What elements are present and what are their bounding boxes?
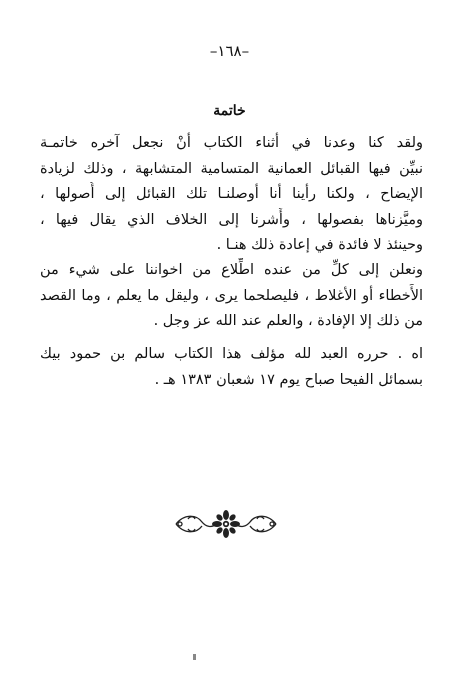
- text-line: اه . حرره العبد لله مؤلف هذا الكتاب سالم بن حمود بيك: [40, 346, 423, 362]
- text-line: الإيضاح ، ولكنا رأينا أنا أوصلنـا تلك القبائل إلى أُصولها ،: [40, 186, 423, 202]
- text-line: نبيِّن فيها القبائل العمانية المتسامية المتشابهة ، وذلك لزيادة: [40, 160, 423, 177]
- text-line: بسمائل الفيحا صباح يوم ١٧ شعبان ١٣٨٣ هـ .: [154, 371, 423, 388]
- page-number: –١٦٨–: [209, 42, 250, 60]
- floral-ornament-icon: [174, 508, 278, 540]
- text-line: من ذلك إلا الإفادة ، والعلم عند الله عز وجل .: [153, 313, 423, 329]
- section-heading: خاتمة: [213, 103, 246, 119]
- text-line: وحينئذ لا فائدة في إعادة ذلك هنـا .: [216, 237, 423, 253]
- text-line: وميَّزناها بفصولها ، وأَشرنا إلى الخلاف الذي يقال فيها ،: [40, 211, 423, 228]
- print-mark: [193, 654, 196, 660]
- paragraph-1: [40, 131, 423, 259]
- paragraph-3: [40, 342, 423, 393]
- text-line: الأَخطاء أو الأغلاط ، فليصلحما يرى ، وليقل ما يعلم ، وما القصد: [40, 287, 423, 304]
- text-line: ولقد كنا وعدنا في أثناء الكتاب أنْ نجعل آخره خاتمـة: [40, 135, 423, 151]
- paragraph-2: [40, 258, 423, 335]
- text-line: ونعلن إلى كلِّ من عنده اطِّلاع من اخواننا على شيء من: [40, 262, 423, 278]
